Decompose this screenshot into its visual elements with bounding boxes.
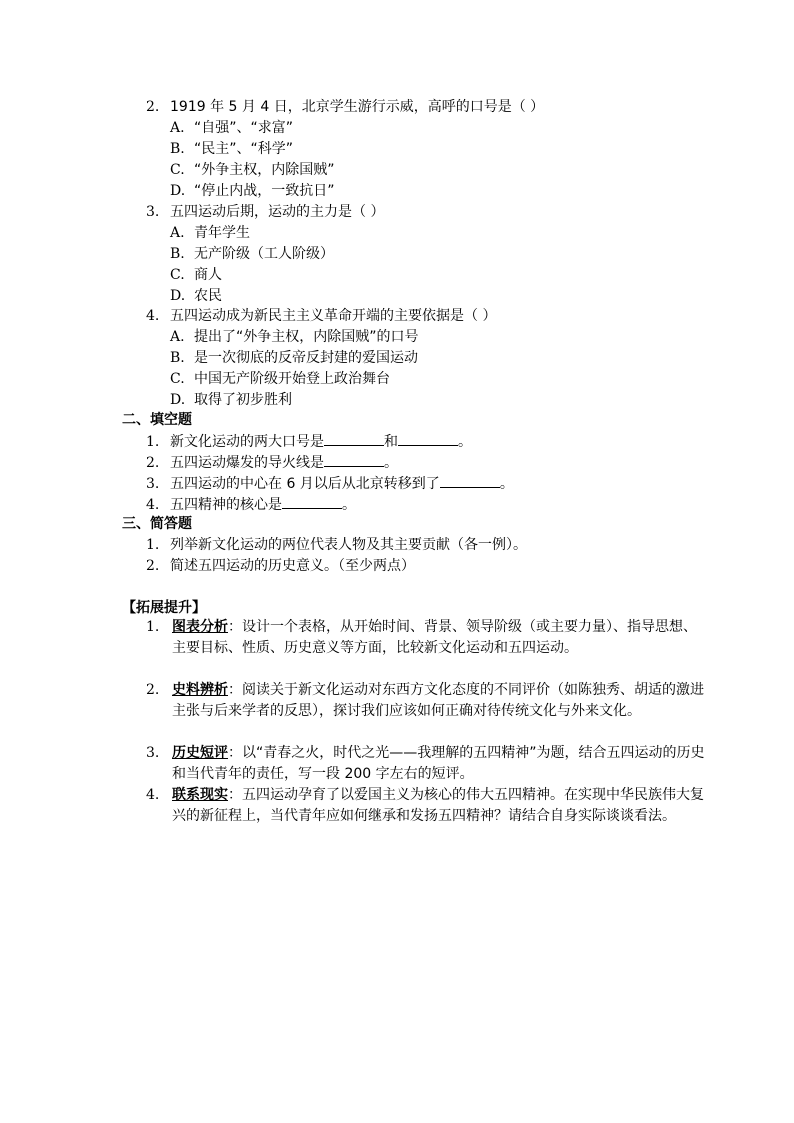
item-body: ：以“青春之火，时代之光——我理解的五四精神”为题，结合五四运动的历史和当代青年的责任，写一段 200 字左右的短评。 (172, 745, 705, 782)
option-text: “自强”、“求富” (194, 120, 294, 136)
item-text: 列举新文化运动的两位代表人物及其主要贡献（各一例）。 (170, 537, 527, 553)
item-number: 4. (146, 787, 160, 803)
item-title: 史料辨析 (172, 682, 228, 698)
item-title: 历史短评 (172, 745, 228, 761)
item-title: 图表分析 (172, 619, 228, 635)
short-answer-item-2 (146, 556, 415, 576)
fill-item-3 (146, 473, 514, 493)
item-title: 联系现实 (172, 787, 228, 803)
option-text: 提出了“外争主权，内除国贼”的口号 (194, 329, 419, 345)
fill-item-2 (146, 452, 398, 472)
extension-item-4 (146, 785, 706, 827)
question-stem: 五四运动成为新民主主义革命开端的主要依据是（ ） (170, 308, 497, 324)
option-c (170, 160, 335, 180)
fill-item-4 (146, 494, 356, 514)
fill-text-after: 。 (342, 497, 356, 513)
option-letter: B. (170, 141, 185, 157)
item-number: 2. (146, 558, 160, 574)
question-number: 2. (146, 99, 160, 115)
question-4 (146, 306, 496, 326)
option-c (170, 265, 222, 285)
option-text: 取得了初步胜利 (194, 392, 292, 408)
fill-text-before: 五四运动的中心在 6 月以后从北京转移到了 (170, 476, 440, 492)
option-b (170, 139, 293, 159)
option-text: “停止内战，一致抗日” (194, 183, 335, 199)
option-a (170, 223, 250, 243)
option-letter: C. (170, 267, 185, 283)
fill-text-mid: 和 (384, 434, 398, 450)
option-letter: D. (170, 288, 186, 304)
fill-text-before: 五四运动爆发的导火线是 (170, 455, 324, 471)
item-text: 简述五四运动的历史意义。（至少两点） (170, 558, 415, 574)
option-b (170, 244, 334, 264)
option-letter: D. (170, 183, 186, 199)
question-number: 3. (146, 204, 160, 220)
item-body: ：五四运动孕育了以爱国主义为核心的伟大五四精神。在实现中华民族伟大复兴的新征程上，当代青年应如何继承和发扬五四精神？请结合自身实际谈谈看法。 (172, 787, 704, 824)
section-heading-short-answer: 三、简答题 (122, 516, 192, 532)
question-stem: 五四运动后期，运动的主力是（ ） (170, 204, 385, 220)
item-number: 3. (146, 476, 160, 492)
answer-blank[interactable] (282, 494, 342, 509)
item-body: ：设计一个表格，从开始时间、背景、领导阶级（或主要力量）、指导思想、主要目标、性质、历史意义等方面，比较新文化运动和五四运动。 (172, 619, 697, 656)
extension-item-2 (146, 680, 706, 722)
option-d (170, 390, 292, 410)
question-stem: 1919 年 5 月 4 日，北京学生游行示威，高呼的口号是（ ） (170, 99, 545, 115)
fill-text-after: 。 (384, 455, 398, 471)
extension-item-1 (146, 617, 706, 659)
option-letter: D. (170, 392, 186, 408)
option-d (170, 286, 222, 306)
fill-item-1 (146, 431, 472, 451)
option-text: “外争主权，内除国贼” (194, 162, 335, 178)
option-c (170, 369, 390, 389)
section-heading-fill-in: 二、填空题 (122, 412, 192, 428)
option-letter: C. (170, 371, 185, 387)
item-number: 1. (146, 537, 160, 553)
item-number: 2. (146, 455, 160, 471)
option-letter: A. (170, 225, 185, 241)
option-text: 青年学生 (194, 225, 250, 241)
option-text: 无产阶级（工人阶级） (194, 246, 334, 262)
option-a (170, 327, 419, 347)
extension-item-3 (146, 743, 706, 785)
option-letter: B. (170, 246, 185, 262)
answer-blank[interactable] (440, 473, 500, 488)
option-text: 中国无产阶级开始登上政治舞台 (194, 371, 390, 387)
item-number: 1. (146, 619, 160, 635)
option-letter: C. (170, 162, 185, 178)
fill-text-after: 。 (458, 434, 472, 450)
answer-blank[interactable] (324, 452, 384, 467)
item-number: 4. (146, 497, 160, 513)
option-letter: B. (170, 350, 185, 366)
item-number: 1. (146, 434, 160, 450)
option-b (170, 348, 418, 368)
option-text: “民主”、“科学” (194, 141, 294, 157)
option-letter: A. (170, 120, 185, 136)
item-body: ：阅读关于新文化运动对东西方文化态度的不同评价（如陈独秀、胡适的激进主张与后来学者的反思），探讨我们应该如何正确对待传统文化与外来文化。 (172, 682, 704, 719)
fill-text-before: 新文化运动的两大口号是 (170, 434, 324, 450)
option-letter: A. (170, 329, 185, 345)
item-number: 3. (146, 745, 160, 761)
question-2 (146, 97, 544, 117)
short-answer-item-1 (146, 535, 527, 555)
question-number: 4. (146, 308, 160, 324)
option-text: 农民 (194, 288, 222, 304)
option-text: 商人 (194, 267, 222, 283)
answer-blank[interactable] (324, 431, 384, 446)
item-number: 2. (146, 682, 160, 698)
answer-blank[interactable] (398, 431, 458, 446)
fill-text-after: 。 (499, 476, 514, 492)
question-3 (146, 202, 384, 222)
option-text: 是一次彻底的反帝反封建的爱国运动 (194, 350, 418, 366)
option-a (170, 118, 293, 138)
option-d (170, 181, 335, 201)
fill-text-before: 五四精神的核心是 (170, 497, 282, 513)
section-heading-extension: 【拓展提升】 (122, 600, 206, 616)
